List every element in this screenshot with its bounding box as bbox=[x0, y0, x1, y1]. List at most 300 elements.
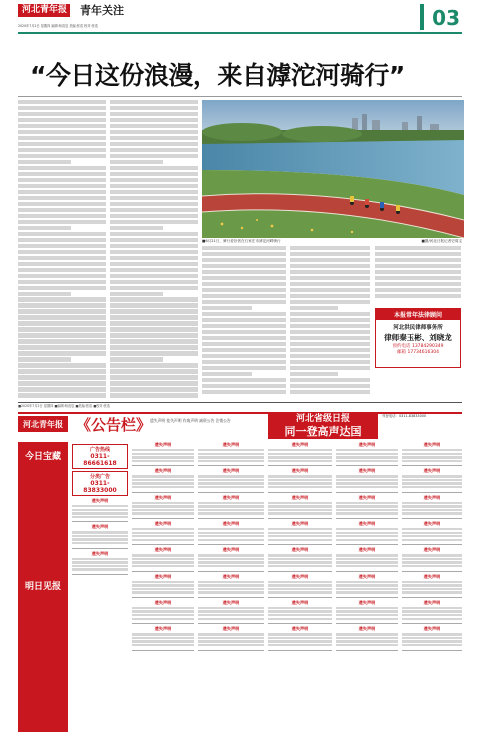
article-column-1 bbox=[18, 100, 106, 400]
notice-title: 遗失声明 bbox=[423, 547, 441, 553]
text-line bbox=[110, 286, 198, 290]
phone-box bbox=[72, 444, 128, 469]
text-line bbox=[18, 202, 106, 206]
phone-box-title: 广告热线 bbox=[89, 447, 110, 453]
text-line bbox=[18, 309, 106, 313]
text-line bbox=[202, 288, 286, 292]
notice-line bbox=[72, 558, 128, 560]
notice-line bbox=[268, 637, 332, 639]
text-line bbox=[290, 390, 370, 394]
text-line bbox=[18, 130, 106, 134]
cycling-photo bbox=[202, 100, 464, 238]
notice-title: 遗失声明 bbox=[91, 550, 109, 556]
notice-block bbox=[132, 521, 194, 545]
text-line bbox=[110, 214, 198, 218]
notice-block bbox=[268, 547, 332, 571]
notice-title: 遗失声明 bbox=[154, 468, 172, 474]
text-line bbox=[110, 381, 198, 385]
text-line bbox=[110, 333, 198, 337]
notice-line bbox=[198, 502, 264, 504]
notice-title: 遗失声明 bbox=[222, 626, 240, 632]
notice-line bbox=[132, 591, 194, 593]
text-line bbox=[18, 393, 106, 397]
text-line bbox=[18, 357, 71, 361]
text-line bbox=[375, 246, 461, 250]
notice-line bbox=[336, 449, 398, 451]
notice-title: 遗失声明 bbox=[358, 494, 376, 500]
notice-line bbox=[268, 460, 332, 462]
notice-block bbox=[268, 574, 332, 598]
notice-line bbox=[402, 460, 462, 462]
notice-line bbox=[402, 640, 462, 642]
notice-line bbox=[132, 554, 194, 556]
text-line bbox=[18, 112, 106, 116]
notice-line bbox=[132, 535, 194, 537]
notice-line bbox=[198, 509, 264, 511]
notice-block bbox=[402, 495, 462, 519]
notice-line bbox=[198, 581, 264, 583]
notice-line bbox=[336, 482, 398, 484]
notice-line bbox=[336, 610, 398, 612]
notice-line bbox=[72, 568, 128, 570]
text-line bbox=[202, 372, 252, 376]
text-line bbox=[290, 324, 370, 328]
notice-line bbox=[132, 584, 194, 586]
notice-line bbox=[198, 565, 264, 567]
text-line bbox=[375, 270, 461, 274]
text-line bbox=[18, 160, 71, 164]
text-line bbox=[18, 333, 106, 337]
notice-title: 遗失声明 bbox=[154, 442, 172, 447]
section-title: 青年关注 bbox=[80, 4, 124, 17]
text-line bbox=[290, 252, 370, 256]
notice-line bbox=[268, 591, 332, 593]
notice-line bbox=[132, 588, 194, 590]
text-line bbox=[202, 264, 286, 268]
photo-caption-left: ■6月21日，骑行爱好者在石家庄市滹沱河畔骑行 bbox=[202, 239, 281, 243]
text-line bbox=[110, 190, 198, 194]
text-line bbox=[375, 276, 461, 280]
text-line bbox=[202, 348, 286, 352]
phone-box-number: 0311-83833000 bbox=[83, 480, 117, 494]
notice-line bbox=[268, 502, 332, 504]
notice-line bbox=[198, 618, 264, 620]
notice-line bbox=[72, 512, 128, 514]
notice-line bbox=[132, 581, 194, 583]
headline-rule bbox=[18, 96, 462, 97]
notice-title: 遗失声明 bbox=[222, 573, 240, 579]
text-line bbox=[18, 100, 106, 104]
notice-line bbox=[336, 528, 398, 530]
notice-line bbox=[336, 502, 398, 504]
notice-line bbox=[336, 460, 398, 462]
text-line bbox=[110, 339, 198, 343]
notice-line bbox=[132, 644, 194, 646]
text-line bbox=[18, 220, 106, 224]
text-line bbox=[18, 124, 106, 128]
notice-block bbox=[336, 521, 398, 545]
notice-line bbox=[72, 505, 128, 507]
text-line bbox=[110, 148, 198, 152]
notice-block bbox=[268, 495, 332, 519]
notice-line bbox=[132, 618, 194, 620]
text-line bbox=[110, 142, 198, 146]
notice-block bbox=[198, 495, 264, 519]
text-line bbox=[18, 250, 106, 254]
text-line bbox=[290, 282, 370, 286]
notice-block bbox=[402, 574, 462, 598]
notice-line bbox=[336, 618, 398, 620]
notice-title: 遗失声明 bbox=[358, 573, 376, 579]
classified-column-6 bbox=[402, 442, 462, 732]
notice-line bbox=[336, 607, 398, 609]
notice-line bbox=[268, 581, 332, 583]
photo-caption-right: ■摄/河北日报记者史周宝 bbox=[421, 239, 462, 243]
notice-block bbox=[198, 600, 264, 624]
text-line bbox=[18, 321, 106, 325]
text-line bbox=[110, 363, 198, 367]
text-line bbox=[110, 178, 198, 182]
text-line bbox=[18, 142, 106, 146]
text-line bbox=[290, 276, 370, 280]
notice-line bbox=[198, 610, 264, 612]
notice-line bbox=[336, 633, 398, 635]
photo-caption bbox=[202, 239, 462, 244]
text-line bbox=[18, 208, 106, 212]
text-line bbox=[375, 288, 461, 292]
notice-block bbox=[198, 574, 264, 598]
text-line bbox=[290, 288, 370, 292]
notice-line bbox=[336, 479, 398, 481]
text-line bbox=[290, 306, 338, 310]
text-line bbox=[110, 357, 163, 361]
text-line bbox=[290, 246, 370, 250]
text-line bbox=[290, 330, 370, 334]
lawyer-ad-email: 邮箱 17734616304 bbox=[397, 350, 439, 355]
notice-line bbox=[198, 505, 264, 507]
notice-line bbox=[336, 644, 398, 646]
notice-line bbox=[268, 449, 332, 451]
text-line bbox=[202, 312, 286, 316]
notice-block bbox=[402, 626, 462, 650]
notice-line bbox=[72, 509, 128, 511]
notice-line bbox=[198, 607, 264, 609]
notice-line bbox=[268, 618, 332, 620]
notice-line bbox=[132, 640, 194, 642]
text-line bbox=[110, 274, 198, 278]
text-line bbox=[110, 124, 198, 128]
text-line bbox=[290, 336, 370, 340]
notice-line bbox=[402, 618, 462, 620]
text-line bbox=[18, 136, 106, 140]
text-line bbox=[110, 232, 198, 236]
text-line bbox=[110, 118, 198, 122]
notice-title: 遗失声明 bbox=[91, 498, 109, 503]
notice-title: 遗失声明 bbox=[423, 520, 441, 526]
text-line bbox=[110, 250, 198, 254]
notice-line bbox=[402, 528, 462, 530]
notice-block bbox=[132, 600, 194, 624]
text-line bbox=[202, 282, 286, 286]
notice-line bbox=[132, 502, 194, 504]
lawyer-ad-firm: 河北洪民律师事务所 bbox=[393, 325, 443, 331]
classified-column-1 bbox=[72, 442, 128, 732]
notice-line bbox=[268, 640, 332, 642]
text-line bbox=[18, 274, 106, 278]
text-line bbox=[110, 280, 198, 284]
text-line bbox=[202, 300, 286, 304]
sidebar-text-1: 今日宝藏 bbox=[24, 452, 61, 462]
notice-line bbox=[402, 591, 462, 593]
text-line bbox=[110, 112, 198, 116]
hebei-ad-line1: 河北省级日报 bbox=[295, 414, 350, 424]
notice-title: 遗失声明 bbox=[222, 599, 240, 605]
notice-block bbox=[198, 626, 264, 650]
notice-title: 遗失声明 bbox=[154, 599, 172, 605]
notice-line bbox=[198, 591, 264, 593]
text-line bbox=[18, 226, 71, 230]
notice-line bbox=[198, 614, 264, 616]
notice-line bbox=[268, 554, 332, 556]
notice-title: 遗失声明 bbox=[423, 626, 441, 632]
notice-line bbox=[336, 486, 398, 488]
notice-line bbox=[336, 453, 398, 455]
text-line bbox=[18, 148, 106, 152]
notice-line bbox=[402, 610, 462, 612]
text-line bbox=[18, 196, 106, 200]
notice-title: 遗失声明 bbox=[358, 442, 376, 447]
phone-box-title: 分类广告 bbox=[89, 474, 110, 480]
notice-line bbox=[72, 516, 128, 518]
text-line bbox=[18, 363, 106, 367]
text-line bbox=[18, 303, 106, 307]
notice-line bbox=[198, 633, 264, 635]
text-line bbox=[18, 286, 106, 290]
text-line bbox=[18, 232, 106, 236]
text-line bbox=[110, 321, 198, 325]
hebei-ad-line2: 同一登高声达国 bbox=[284, 425, 362, 438]
notice-line bbox=[402, 588, 462, 590]
text-line bbox=[110, 351, 198, 355]
text-line bbox=[202, 276, 286, 280]
text-line bbox=[18, 280, 106, 284]
notice-line bbox=[198, 584, 264, 586]
text-line bbox=[202, 324, 286, 328]
notice-line bbox=[198, 486, 264, 488]
text-line bbox=[110, 184, 198, 188]
notice-block bbox=[268, 600, 332, 624]
notice-title: 遗失声明 bbox=[423, 468, 441, 474]
notice-block bbox=[72, 498, 128, 522]
notice-line bbox=[132, 607, 194, 609]
notice-line bbox=[336, 532, 398, 534]
text-line bbox=[18, 256, 106, 260]
text-line bbox=[18, 184, 106, 188]
text-line bbox=[110, 387, 198, 391]
notice-block bbox=[268, 626, 332, 650]
text-line bbox=[202, 360, 286, 364]
text-line bbox=[110, 256, 198, 260]
notice-title: 遗失声明 bbox=[423, 442, 441, 447]
text-line bbox=[18, 154, 106, 158]
notice-line bbox=[268, 535, 332, 537]
notice-line bbox=[336, 505, 398, 507]
notice-line bbox=[402, 565, 462, 567]
text-line bbox=[18, 262, 106, 266]
notice-block bbox=[268, 468, 332, 492]
notice-block bbox=[268, 442, 332, 466]
notice-block bbox=[402, 521, 462, 545]
notice-title: 遗失声明 bbox=[154, 547, 172, 553]
notice-line bbox=[132, 479, 194, 481]
notice-line bbox=[336, 554, 398, 556]
text-line bbox=[110, 262, 198, 266]
article-column-4 bbox=[290, 246, 370, 400]
notice-line bbox=[198, 558, 264, 560]
text-line bbox=[290, 384, 370, 388]
text-line bbox=[202, 330, 286, 334]
notice-block bbox=[402, 468, 462, 492]
text-line bbox=[18, 297, 106, 301]
notice-line bbox=[336, 640, 398, 642]
notice-line bbox=[72, 542, 128, 544]
notice-line bbox=[132, 512, 194, 514]
text-line bbox=[110, 208, 198, 212]
phone-box bbox=[72, 471, 128, 496]
notice-line bbox=[402, 561, 462, 563]
notice-line bbox=[402, 539, 462, 541]
notice-line bbox=[268, 610, 332, 612]
notice-line bbox=[198, 528, 264, 530]
notice-block bbox=[336, 468, 398, 492]
text-line bbox=[110, 327, 198, 331]
page-header bbox=[0, 0, 480, 40]
notice-line bbox=[198, 539, 264, 541]
header-rule bbox=[18, 32, 462, 34]
notice-line bbox=[336, 539, 398, 541]
text-line bbox=[110, 226, 163, 230]
notice-title: 遗失声明 bbox=[222, 468, 240, 474]
notice-title: 遗失声明 bbox=[291, 599, 309, 605]
text-line bbox=[202, 294, 286, 298]
text-line bbox=[110, 100, 198, 104]
text-line bbox=[110, 166, 198, 170]
notice-line bbox=[336, 512, 398, 514]
classified-contact: 刊登电话：0311-83833000 bbox=[382, 414, 427, 418]
notice-title: 遗失声明 bbox=[222, 520, 240, 526]
article-column-2 bbox=[110, 100, 198, 400]
text-line bbox=[110, 172, 198, 176]
text-line bbox=[202, 342, 286, 346]
notice-title: 遗失声明 bbox=[423, 599, 441, 605]
text-line bbox=[18, 268, 106, 272]
notice-line bbox=[198, 460, 264, 462]
notice-block bbox=[268, 521, 332, 545]
notice-line bbox=[402, 502, 462, 504]
text-line bbox=[202, 336, 286, 340]
text-line bbox=[290, 342, 370, 346]
notice-line bbox=[198, 449, 264, 451]
text-line bbox=[110, 297, 198, 301]
notice-line bbox=[72, 561, 128, 563]
notice-line bbox=[132, 532, 194, 534]
lawyer-ad-phone: 预约电话 13784290349 bbox=[392, 344, 444, 349]
notice-line bbox=[132, 460, 194, 462]
notice-line bbox=[402, 581, 462, 583]
text-line bbox=[202, 366, 286, 370]
notice-line bbox=[268, 479, 332, 481]
text-line bbox=[18, 369, 106, 373]
text-line bbox=[110, 244, 198, 248]
notice-line bbox=[72, 531, 128, 533]
notice-block bbox=[198, 547, 264, 571]
notice-line bbox=[132, 486, 194, 488]
text-line bbox=[375, 252, 461, 256]
text-line bbox=[110, 220, 198, 224]
notice-block bbox=[336, 626, 398, 650]
notice-line bbox=[268, 509, 332, 511]
notice-line bbox=[336, 614, 398, 616]
text-line bbox=[110, 196, 198, 200]
notice-title: 遗失声明 bbox=[423, 494, 441, 500]
notice-line bbox=[132, 633, 194, 635]
notice-line bbox=[132, 561, 194, 563]
notice-block bbox=[336, 442, 398, 466]
notice-title: 遗失声明 bbox=[222, 547, 240, 553]
text-line bbox=[110, 309, 198, 313]
notice-title: 遗失声明 bbox=[91, 524, 109, 530]
notice-line bbox=[132, 453, 194, 455]
text-line bbox=[290, 258, 370, 262]
byline-rule bbox=[18, 402, 462, 403]
classified-subtitle: 遗失声明 挂失声明 作废声明 减资公告 注销公告 bbox=[150, 418, 231, 423]
notice-line bbox=[132, 528, 194, 530]
notice-block bbox=[132, 574, 194, 598]
notice-line bbox=[132, 637, 194, 639]
text-line bbox=[18, 375, 106, 379]
text-line bbox=[110, 345, 198, 349]
notice-line bbox=[402, 558, 462, 560]
classified-column-3 bbox=[198, 442, 264, 732]
text-line bbox=[18, 345, 106, 349]
text-line bbox=[202, 390, 286, 394]
notice-line bbox=[198, 644, 264, 646]
notice-line bbox=[198, 479, 264, 481]
notice-line bbox=[402, 633, 462, 635]
text-line bbox=[110, 106, 198, 110]
text-line bbox=[290, 294, 370, 298]
notice-line bbox=[268, 512, 332, 514]
notice-line bbox=[268, 539, 332, 541]
notice-line bbox=[198, 482, 264, 484]
text-line bbox=[110, 136, 198, 140]
notice-line bbox=[402, 449, 462, 451]
notice-block bbox=[198, 521, 264, 545]
text-line bbox=[18, 190, 106, 194]
notice-line bbox=[402, 512, 462, 514]
notice-line bbox=[402, 584, 462, 586]
text-line bbox=[202, 318, 286, 322]
classified-logo: 河北青年报 bbox=[18, 416, 68, 432]
notice-title: 遗失声明 bbox=[154, 573, 172, 579]
notice-block bbox=[336, 495, 398, 519]
text-line bbox=[18, 106, 106, 110]
text-line bbox=[202, 354, 286, 358]
notice-line bbox=[132, 565, 194, 567]
notice-line bbox=[402, 456, 462, 458]
text-line bbox=[202, 378, 286, 382]
notice-block bbox=[132, 442, 194, 466]
